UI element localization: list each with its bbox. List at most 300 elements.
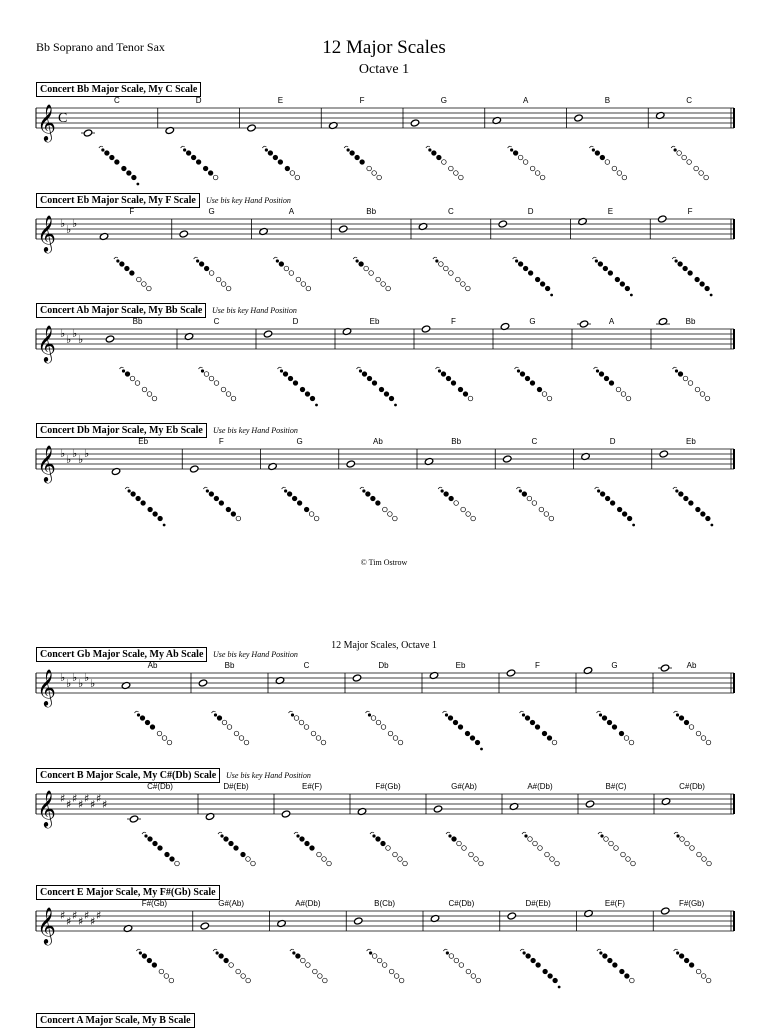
fingering-chart-icon xyxy=(522,832,559,866)
key-signature-accidental: ♭ xyxy=(72,217,78,230)
tone-hole xyxy=(147,286,152,291)
low-key xyxy=(163,524,166,527)
note-name: G xyxy=(529,317,536,326)
tone-hole xyxy=(236,516,241,521)
octave-key xyxy=(428,148,431,151)
tone-hole xyxy=(629,740,634,745)
tone-hole xyxy=(696,969,701,974)
tone-hole xyxy=(608,958,613,963)
low-key xyxy=(558,986,561,989)
note-name: D xyxy=(527,207,534,216)
octave-key xyxy=(597,489,600,492)
tone-hole xyxy=(379,387,384,392)
fingering-chart-icon xyxy=(262,146,299,180)
tone-hole xyxy=(322,857,327,862)
tone-hole xyxy=(376,720,381,725)
tone-hole xyxy=(394,974,399,979)
tone-hole xyxy=(595,151,600,156)
fingering-chart-icon xyxy=(99,146,139,185)
tone-hole xyxy=(701,736,706,741)
note-name: Bb xyxy=(224,661,235,670)
tone-hole xyxy=(389,396,394,401)
tone-hole xyxy=(684,720,689,725)
fingering-chart-icon xyxy=(597,949,634,983)
tone-hole xyxy=(389,969,394,974)
tone-hole xyxy=(221,387,226,392)
tone-hole xyxy=(622,175,627,180)
note-name: F xyxy=(535,661,540,670)
tone-hole xyxy=(268,151,273,156)
tone-hole xyxy=(142,954,147,959)
tone-hole xyxy=(122,166,127,171)
tone-hole xyxy=(679,492,684,497)
tone-hole xyxy=(115,160,120,165)
fingering-chart-icon xyxy=(595,487,635,526)
low-key xyxy=(632,524,635,527)
note-name: B xyxy=(604,96,611,105)
note-name: Eb xyxy=(138,437,149,446)
whole-note xyxy=(179,230,188,238)
tone-hole xyxy=(543,969,548,974)
fingering-chart-icon xyxy=(426,146,463,180)
octave-key xyxy=(359,369,362,372)
tone-hole xyxy=(699,171,704,176)
whole-note xyxy=(574,114,583,122)
fingering-chart-icon xyxy=(278,367,318,406)
whole-note xyxy=(129,815,138,823)
tone-hole xyxy=(153,512,158,517)
tone-hole xyxy=(273,155,278,160)
octave-key xyxy=(362,489,365,492)
note-name: G#(Ab) xyxy=(218,899,245,908)
tone-hole xyxy=(393,736,398,741)
tone-hole xyxy=(625,286,630,291)
tone-hole xyxy=(518,262,523,267)
fingering-chart-icon xyxy=(673,487,713,526)
fingering-chart-icon xyxy=(353,257,390,291)
note-name: F#(Gb) xyxy=(141,899,168,908)
tone-hole xyxy=(221,282,226,287)
tone-hole xyxy=(465,731,470,736)
tone-hole xyxy=(627,516,632,521)
tone-hole xyxy=(386,286,391,291)
tone-hole xyxy=(680,837,685,842)
tone-hole xyxy=(544,512,549,517)
tone-hole xyxy=(600,155,605,160)
note-name: Ab xyxy=(372,437,383,446)
tone-hole xyxy=(214,496,219,501)
tone-hole xyxy=(689,501,694,506)
fingering-chart-icon xyxy=(344,146,381,180)
treble-clef-icon: 𝄞 xyxy=(37,214,56,252)
note-name: D#(Eb) xyxy=(525,899,551,908)
octave-key xyxy=(183,148,186,151)
note-name: F xyxy=(451,317,456,326)
whole-note xyxy=(281,810,290,818)
tone-hole xyxy=(318,974,323,979)
low-key xyxy=(710,294,713,297)
fingering-chart-icon xyxy=(136,949,173,983)
fingering-chart-icon xyxy=(674,711,711,745)
tone-hole xyxy=(290,171,295,176)
octave-key xyxy=(523,951,526,954)
low-key xyxy=(394,404,397,407)
tone-hole xyxy=(295,175,300,180)
octave-key xyxy=(116,259,119,262)
fingering-chart-icon xyxy=(594,367,631,401)
tone-hole xyxy=(617,171,622,176)
tone-hole xyxy=(444,266,449,271)
whole-note xyxy=(410,119,419,127)
whole-note xyxy=(111,468,120,476)
note-name: E#(F) xyxy=(604,899,625,908)
key-signature-accidental: ♯ xyxy=(84,792,90,805)
hand-position-hint: Use bis key Hand Position xyxy=(212,306,297,315)
tone-hole xyxy=(688,271,693,276)
tone-hole xyxy=(456,277,461,282)
tone-hole xyxy=(231,512,236,517)
tone-hole xyxy=(446,376,451,381)
tone-hole xyxy=(625,974,630,979)
note-name: A xyxy=(522,96,529,105)
whole-note xyxy=(584,910,593,918)
octave-key xyxy=(600,834,603,837)
tone-hole xyxy=(372,381,377,386)
tone-hole xyxy=(468,396,473,401)
tone-hole xyxy=(696,731,701,736)
fingering-chart-icon xyxy=(515,367,552,401)
tone-hole xyxy=(367,166,372,171)
key-signature-accidental: ♭ xyxy=(60,671,66,684)
whole-note xyxy=(503,455,512,463)
tone-hole xyxy=(620,969,625,974)
tone-hole xyxy=(461,282,466,287)
tone-hole xyxy=(296,277,301,282)
tone-hole xyxy=(293,381,298,386)
tone-hole xyxy=(304,507,309,512)
fingering-chart-icon xyxy=(673,367,710,401)
tone-hole xyxy=(152,396,157,401)
key-signature-accidental: ♭ xyxy=(66,223,72,236)
tone-hole xyxy=(234,846,239,851)
key-signature-accidental: ♯ xyxy=(60,792,66,805)
tone-hole xyxy=(469,852,474,857)
page-break xyxy=(0,592,768,593)
tone-hole xyxy=(214,381,219,386)
tone-hole xyxy=(246,857,251,862)
octave-key xyxy=(356,259,359,262)
tone-hole xyxy=(204,266,209,271)
octave-key xyxy=(446,951,449,954)
tone-hole xyxy=(612,166,617,171)
tone-hole xyxy=(538,846,543,851)
tone-hole xyxy=(437,155,442,160)
octave-key xyxy=(675,369,678,372)
hand-position-hint: Use bis key Hand Position xyxy=(206,196,291,205)
tone-hole xyxy=(279,262,284,267)
tone-hole xyxy=(399,978,404,983)
octave-key xyxy=(517,369,520,372)
tone-hole xyxy=(323,978,328,983)
fingering-chart-icon xyxy=(273,257,310,291)
fingering-chart-icon xyxy=(213,949,250,983)
tone-hole xyxy=(229,963,234,968)
fingering-chart-icon xyxy=(203,487,240,521)
fingering-chart-icon xyxy=(438,487,475,521)
tone-hole xyxy=(610,501,615,506)
tone-hole xyxy=(289,271,294,276)
tone-hole xyxy=(216,277,221,282)
fingering-chart-icon xyxy=(513,257,553,296)
fingering-chart-icon xyxy=(199,367,236,401)
note-name: G xyxy=(208,207,215,216)
tone-hole xyxy=(700,392,705,397)
tone-hole xyxy=(300,837,305,842)
tone-hole xyxy=(689,963,694,968)
tone-hole xyxy=(617,507,622,512)
tone-hole xyxy=(613,963,618,968)
tone-hole xyxy=(530,166,535,171)
tone-hole xyxy=(136,496,141,501)
note-name: Eb xyxy=(455,661,466,670)
tone-hole xyxy=(398,857,403,862)
tone-hole xyxy=(110,155,115,160)
whole-note xyxy=(247,124,256,132)
tone-hole xyxy=(366,492,371,497)
note-name: Ab xyxy=(686,661,697,670)
whole-note xyxy=(659,450,668,458)
tone-hole xyxy=(364,266,369,271)
key-signature-accidental: ♭ xyxy=(78,333,84,346)
tone-hole xyxy=(203,166,208,171)
key-signature-accidental: ♭ xyxy=(90,677,96,690)
key-signature-accidental: ♯ xyxy=(84,909,90,922)
tone-hole xyxy=(555,861,560,866)
tone-hole xyxy=(403,861,408,866)
tone-hole xyxy=(222,720,227,725)
tone-hole xyxy=(605,496,610,501)
tone-hole xyxy=(616,387,621,392)
tone-hole xyxy=(224,958,229,963)
tone-hole xyxy=(540,175,545,180)
note-name: F xyxy=(687,207,693,216)
tone-hole xyxy=(539,507,544,512)
tone-hole xyxy=(131,492,136,497)
low-key xyxy=(710,524,713,527)
tone-hole xyxy=(459,175,464,180)
note-name: G xyxy=(440,96,447,105)
whole-note xyxy=(329,122,338,130)
tone-hole xyxy=(532,501,537,506)
whole-note xyxy=(424,458,433,466)
tone-hole xyxy=(463,392,468,397)
octave-key xyxy=(292,951,295,954)
tone-hole xyxy=(523,266,528,271)
tone-hole xyxy=(545,286,550,291)
tone-hole xyxy=(701,974,706,979)
tone-hole xyxy=(526,954,531,959)
whole-note xyxy=(498,220,507,228)
octave-key xyxy=(291,713,294,716)
tone-hole xyxy=(162,736,167,741)
fingering-chart-icon xyxy=(142,832,179,866)
whole-note xyxy=(492,117,501,125)
whole-note xyxy=(184,333,193,341)
low-key xyxy=(550,294,553,297)
tone-hole xyxy=(684,496,689,501)
treble-clef-icon: 𝄞 xyxy=(37,324,56,362)
octave-key xyxy=(519,489,522,492)
tone-hole xyxy=(369,271,374,276)
tone-hole xyxy=(706,740,711,745)
hand-position-hint: Use bis key Hand Position xyxy=(213,426,298,435)
whole-note xyxy=(507,912,516,920)
whole-note xyxy=(430,915,439,923)
tone-hole xyxy=(442,160,447,165)
note-name: C xyxy=(303,661,310,670)
tone-hole xyxy=(165,852,170,857)
octave-key xyxy=(445,713,448,716)
fingering-chart-icon xyxy=(674,949,711,983)
whole-note xyxy=(661,798,670,806)
note-name: C xyxy=(113,96,120,105)
octave-key xyxy=(196,259,199,262)
octave-key xyxy=(522,713,525,716)
page-subtitle: Octave 1 xyxy=(358,62,410,77)
tone-hole xyxy=(700,282,705,287)
tone-hole xyxy=(288,376,293,381)
octave-key xyxy=(280,369,283,372)
tone-hole xyxy=(553,978,558,983)
octave-key xyxy=(676,834,679,837)
octave-key xyxy=(214,713,217,716)
tone-hole xyxy=(457,841,462,846)
tone-hole xyxy=(466,286,471,291)
tone-hole xyxy=(219,954,224,959)
note-name: Db xyxy=(378,661,389,670)
tone-hole xyxy=(241,852,246,857)
tone-hole xyxy=(239,736,244,741)
tone-hole xyxy=(376,837,381,842)
tone-hole xyxy=(120,262,125,267)
fingering-chart-icon xyxy=(443,711,483,750)
tone-hole xyxy=(300,387,305,392)
tone-hole xyxy=(301,282,306,287)
fingering-chart-icon xyxy=(597,711,634,745)
tone-hole xyxy=(706,516,711,521)
tone-hole xyxy=(542,392,547,397)
tone-hole xyxy=(679,954,684,959)
tone-hole xyxy=(142,387,147,392)
octave-key xyxy=(206,489,209,492)
scale-label: Concert E Major Scale, My F#(Gb) Scale xyxy=(36,885,220,900)
tone-hole xyxy=(694,166,699,171)
tone-hole xyxy=(309,512,314,517)
tone-hole xyxy=(604,376,609,381)
key-signature-accidental: ♭ xyxy=(84,447,90,460)
tone-hole xyxy=(688,381,693,386)
treble-clef-icon: 𝄞 xyxy=(37,444,56,482)
octave-key xyxy=(441,489,444,492)
tone-hole xyxy=(386,846,391,851)
tone-hole xyxy=(226,392,231,397)
tone-hole xyxy=(679,716,684,721)
whole-note xyxy=(123,925,132,933)
tone-hole xyxy=(130,271,135,276)
tone-hole xyxy=(624,736,629,741)
tone-hole xyxy=(327,861,332,866)
tone-hole xyxy=(360,160,365,165)
fingering-chart-icon xyxy=(366,711,403,745)
octave-key xyxy=(596,369,599,372)
tone-hole xyxy=(213,175,218,180)
tone-hole xyxy=(148,837,153,842)
note-name: E#(F) xyxy=(302,782,322,791)
octave-key xyxy=(137,713,140,716)
octave-key xyxy=(592,148,595,151)
key-signature-accidental: ♯ xyxy=(72,792,78,805)
octave-key xyxy=(524,834,527,837)
fingering-chart-icon xyxy=(433,257,470,291)
octave-key xyxy=(435,259,438,262)
tone-hole xyxy=(603,266,608,271)
fingering-chart-icon xyxy=(282,487,319,521)
octave-key xyxy=(595,259,598,262)
whole-note xyxy=(83,129,92,137)
tone-hole xyxy=(432,151,437,156)
whole-note xyxy=(198,679,207,687)
note-name: C xyxy=(213,317,220,326)
tone-hole xyxy=(142,282,147,287)
tone-hole xyxy=(304,725,309,730)
tone-hole xyxy=(152,963,157,968)
tone-hole xyxy=(294,716,299,721)
tone-hole xyxy=(612,725,617,730)
note-name: G xyxy=(296,437,303,446)
tone-hole xyxy=(147,958,152,963)
tone-hole xyxy=(466,969,471,974)
tone-hole xyxy=(453,720,458,725)
tone-hole xyxy=(600,492,605,497)
tone-hole xyxy=(461,507,466,512)
treble-clef-icon: 𝄞 xyxy=(37,906,56,944)
whole-note xyxy=(354,917,363,925)
tone-hole xyxy=(444,492,449,497)
tone-hole xyxy=(439,262,444,267)
tone-hole xyxy=(702,857,707,862)
whole-note xyxy=(578,218,587,226)
tone-hole xyxy=(528,837,533,842)
tone-hole xyxy=(707,861,712,866)
fingering-chart-icon xyxy=(592,257,632,296)
tone-hole xyxy=(164,974,169,979)
fingering-chart-icon xyxy=(289,711,326,745)
whole-note xyxy=(421,325,430,333)
tone-hole xyxy=(608,271,613,276)
tone-hole xyxy=(398,740,403,745)
octave-key xyxy=(220,834,223,837)
tone-hole xyxy=(459,963,464,968)
tone-hole xyxy=(283,372,288,377)
whole-note xyxy=(581,453,590,461)
tone-hole xyxy=(520,372,525,377)
key-signature-accidental: ♯ xyxy=(102,798,108,811)
tone-hole xyxy=(371,496,376,501)
key-signature-accidental: ♭ xyxy=(72,327,78,340)
tone-hole xyxy=(626,396,631,401)
tone-hole xyxy=(697,852,702,857)
tone-hole xyxy=(393,516,398,521)
